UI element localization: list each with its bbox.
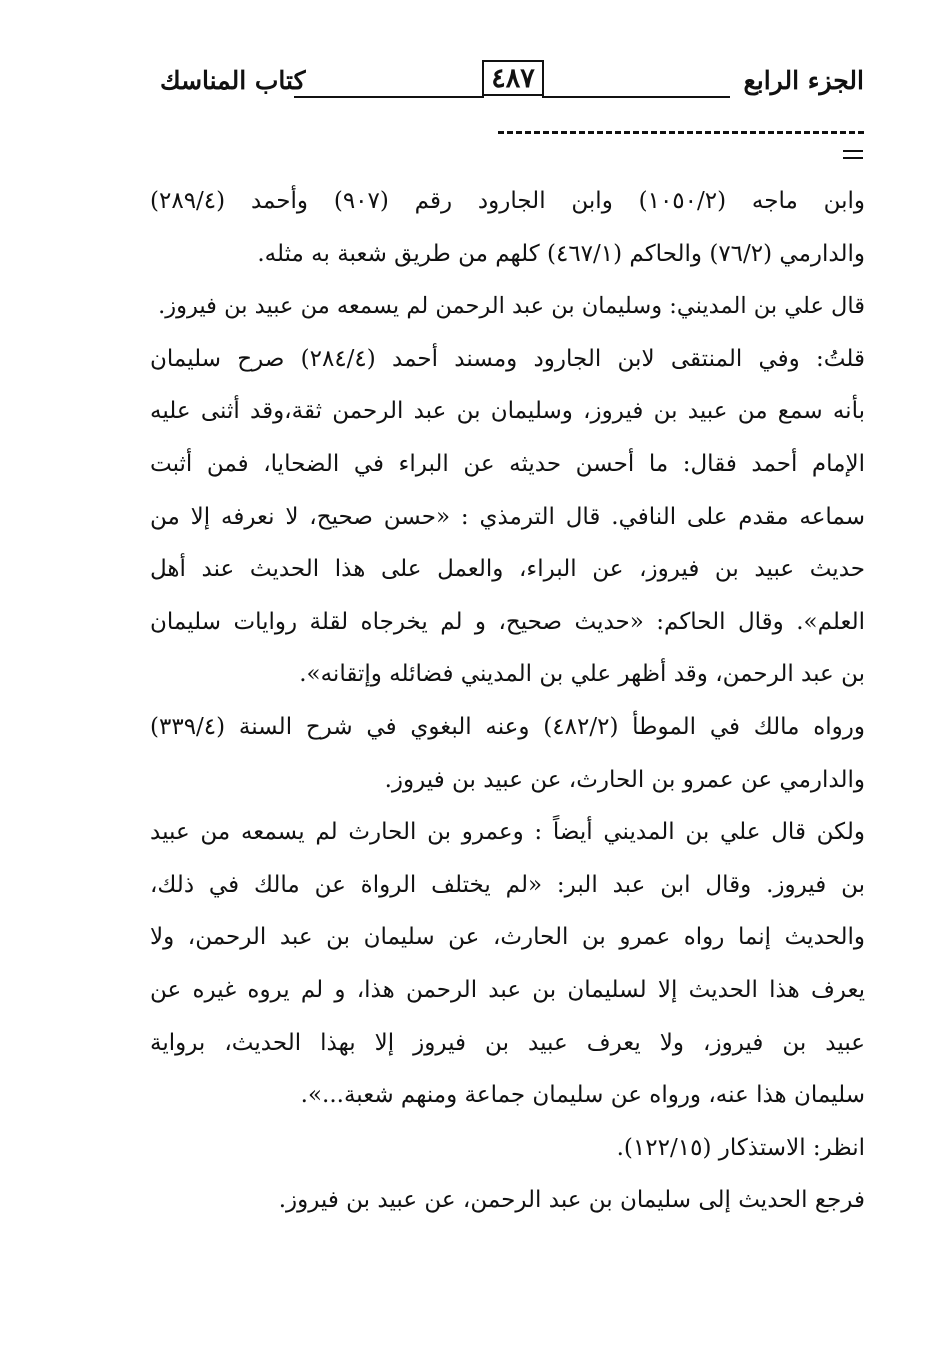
text-line: فرجع الحديث إلى سليمان بن عبد الرحمن، عن عبيد بن فيروز. bbox=[278, 1187, 865, 1214]
text-line: بن فيروز. وقال ابن عبد البر: «لم يختلف الرواة عن مالك في ذلك، bbox=[150, 871, 865, 898]
text-line: عبيد بن فيروز، ولا يعرف عبيد بن فيروز إلا بهذا الحديث، برواية bbox=[150, 1029, 865, 1056]
text-line: والدارمي عن عمرو بن الحارث، عن عبيد بن فيروز. bbox=[384, 766, 865, 793]
page-number: ٤٨٧ bbox=[482, 60, 544, 96]
header-double-rule-bottom bbox=[843, 157, 863, 159]
text-line: يعرف هذا الحديث إلا لسليمان بن عبد الرحمن هذا، و لم يروه غيره عن bbox=[150, 976, 865, 1003]
text-line: انظر: الاستذكار (١٢٢/١٥). bbox=[616, 1134, 865, 1161]
text-line: وابن ماجه (١٠٥٠/٢) وابن الجارود رقم (٩٠٧) وأحمد (٢٨٩/٤) bbox=[150, 188, 865, 214]
book-title-label: كتاب المناسك bbox=[160, 66, 306, 95]
header-rule-right bbox=[542, 96, 730, 98]
text-line: قال علي بن المديني: وسليمان بن عبد الرحمن لم يسمعه من عبيد بن فيروز. bbox=[158, 293, 865, 320]
text-line: حديث عبيد بن فيروز، عن البراء، والعمل على هذا الحديث عند أهل bbox=[150, 556, 865, 583]
volume-label: الجزء الرابع bbox=[743, 66, 864, 95]
text-line: سليمان هذا عنه، ورواه عن سليمان جماعة ومنهم شعبة...». bbox=[300, 1082, 865, 1109]
text-line: العلم». وقال الحاكم: «حديث صحيح، و لم يخرجاه لقلة روايات سليمان bbox=[150, 608, 865, 635]
header-dashed-divider bbox=[498, 131, 864, 134]
text-line: قلتُ: وفي المنتقى لابن الجارود ومسند أحمد (٢٨٤/٤) صرح سليمان bbox=[150, 345, 865, 372]
text-line: والحديث إنما رواه عمرو بن الحارث، عن سليمان بن عبد الرحمن، ولا bbox=[150, 924, 865, 951]
page-header bbox=[150, 58, 864, 118]
text-line: سماعه مقدم على النافي. قال الترمذي : «حسن صحيح، لا نعرفه إلا من bbox=[150, 503, 865, 530]
text-line: بن عبد الرحمن، وقد أظهر علي بن المديني فضائله وإتقانه». bbox=[299, 661, 865, 688]
text-line: ورواه مالك في الموطأ (٤٨٢/٢) وعنه البغوي في شرح السنة (٣٣٩/٤) bbox=[150, 713, 865, 740]
text-line: ولكن قال علي بن المديني أيضاً : وعمرو بن الحارث لم يسمعه من عبيد bbox=[150, 819, 865, 846]
header-double-rule-top bbox=[843, 150, 863, 152]
header-rule-left bbox=[294, 96, 484, 98]
text-line: بأنه سمع من عبيد بن فيروز، وسليمان بن عبد الرحمن ثقة،وقد أثنى عليه bbox=[150, 398, 865, 425]
text-line: والدارمي (٧٦/٢) والحاكم (٤٦٧/١) كلهم من طريق شعبة به مثله. bbox=[257, 240, 865, 267]
text-line: الإمام أحمد فقال: ما أحسن حديثه عن البراء في الضحايا، فمن أثبت bbox=[150, 450, 865, 477]
body-text bbox=[150, 175, 865, 1227]
